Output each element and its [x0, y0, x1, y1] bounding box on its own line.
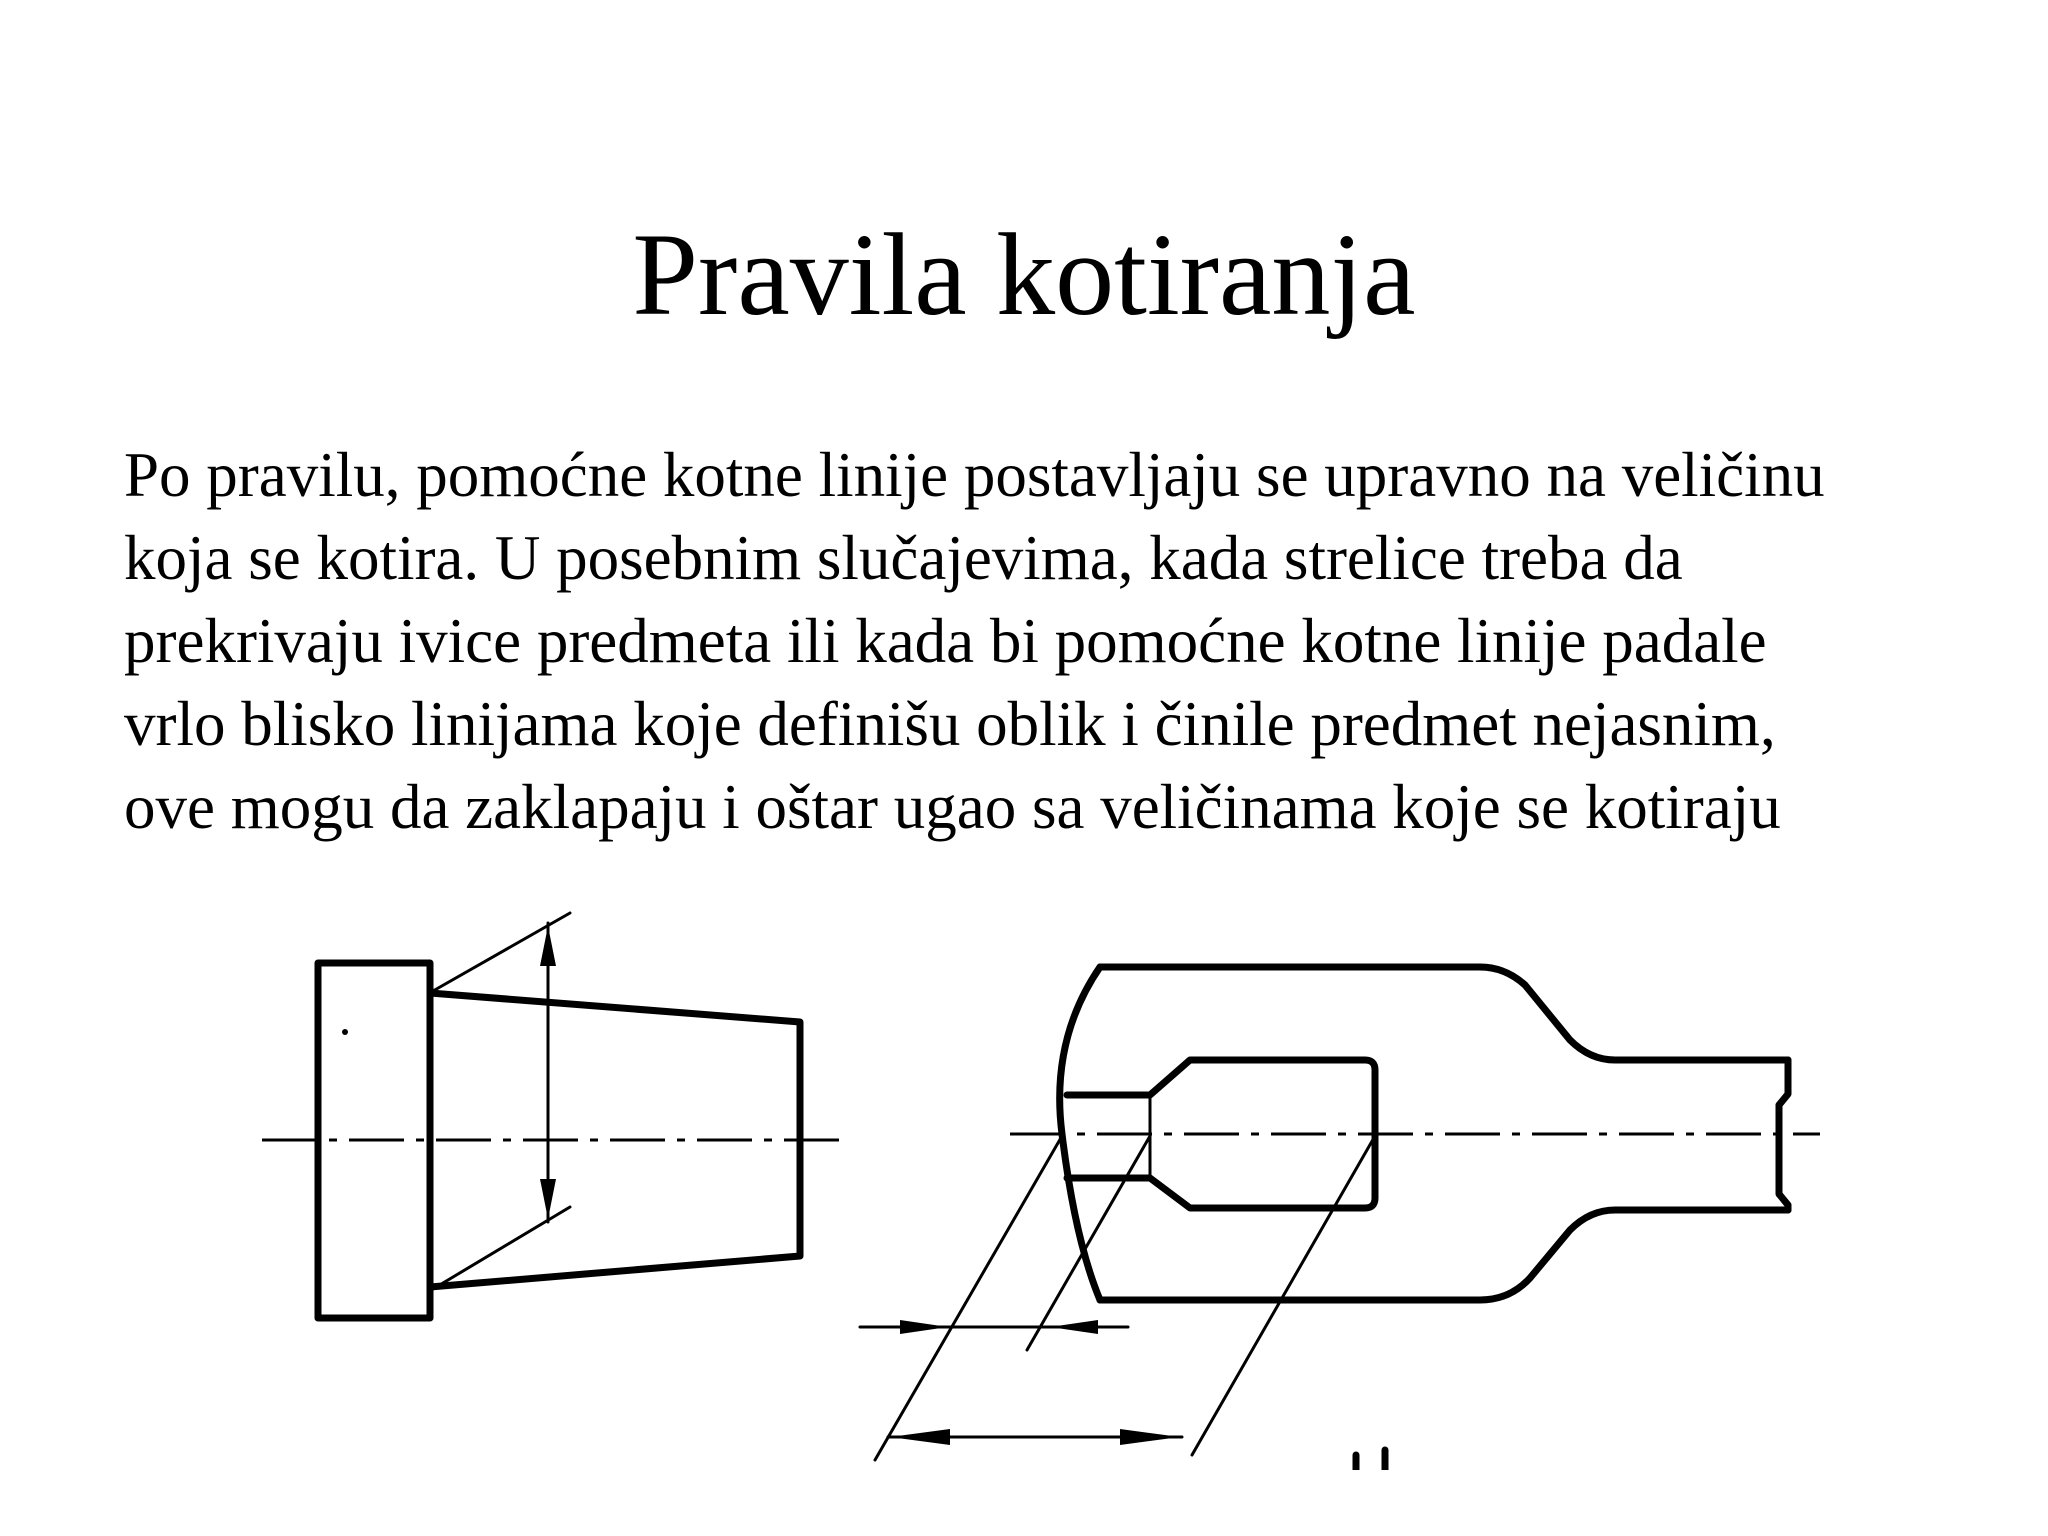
body-line: ove mogu da zaklapaju i oštar ugao sa veličinama koje se kotiraju — [124, 772, 1781, 842]
slide-body-text — [124, 434, 2004, 849]
extension-line — [875, 1136, 1062, 1460]
dimension-arrow — [1050, 1320, 1098, 1334]
print-speck — [342, 1029, 348, 1035]
outer-contour-bottom — [1100, 1210, 1788, 1300]
body-line: vrlo blisko linijama koje definišu oblik i činile predmet nejasnim, — [124, 689, 1776, 759]
tapered-part-drawing — [262, 913, 842, 1318]
dimension-arrow — [890, 1429, 950, 1445]
dimension-arrow — [1120, 1429, 1180, 1445]
rod-end-part-drawing — [860, 967, 1820, 1470]
slide-title: Pravila kotiranja — [632, 209, 1416, 340]
extension-line — [1027, 1136, 1150, 1350]
body-line: Po pravilu, pomoćne kotne linije postavljaju se upravno na veličinu — [124, 440, 1825, 510]
body-line: koja se kotira. U posebnim slučajevima, kada strelice treba da — [124, 523, 1683, 593]
dimension-arrow — [540, 926, 556, 966]
technical-drawing — [0, 870, 2048, 1470]
dimension-arrow — [540, 1179, 556, 1219]
cropped-label — [1356, 1450, 1385, 1470]
dimension-arrow — [900, 1320, 948, 1334]
body-line: prekrivaju ivice predmeta ili kada bi pomoćne kotne linije padale — [124, 606, 1767, 676]
extension-line — [1192, 1136, 1375, 1455]
outer-contour-top — [1100, 967, 1788, 1060]
